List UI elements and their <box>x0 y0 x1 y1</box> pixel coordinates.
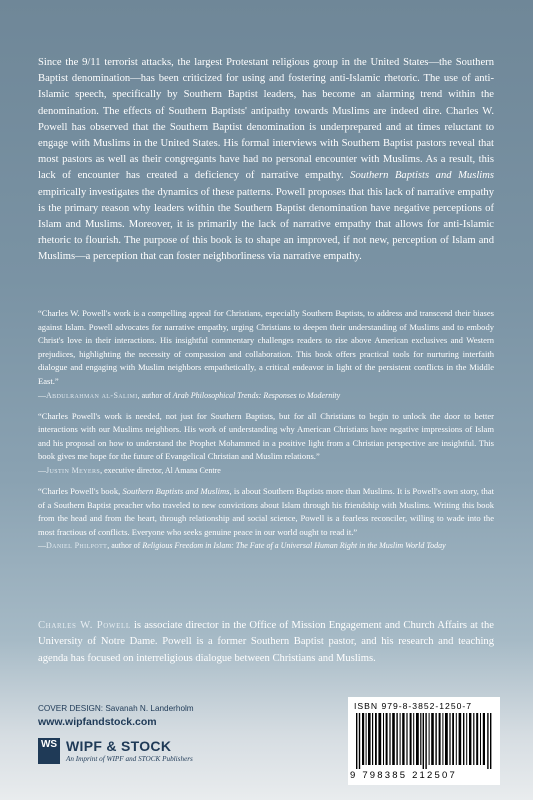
endorsement-text: “Charles W. Powell's work is a compelling appeal for Christians, especially Southern Baptists, to address and transcend their biases against Islam. Powell advocates for narrative empathy, urging Christians to deepen their understanding of Muslims and to embody Christ's love in their interactions. His insightful commentary challenges readers to rise above American exclusives and Western prejudices, highlighting the necessity of compassion and collaboration. This book offers practical tools for nurturing interfaith dialogue and engaging with Muslim neighbors empathetically, a critical endeavor in light of the persistent conflicts in the Middle East.” <box>38 308 494 386</box>
barcode-number: 9 798385 212507 <box>350 770 457 781</box>
publisher-tagline: An Imprint of WIPF and STOCK Publishers <box>66 755 193 763</box>
description-book-title: Southern Baptists and Muslims <box>350 170 494 182</box>
endorser-book-title: Arab Philosophical Trends: Responses to Modernity <box>172 390 341 400</box>
publisher-mark-icon: WS <box>38 738 60 764</box>
author-bio-text: is associate director in the Office of Mission Engagement and Church Affairs at the University of Notre Dame. Powell is a former Southern Baptist pastor, and his research and teaching agenda has focused on interreligious dialogue between Christians and Muslims. <box>38 620 494 664</box>
author-bio <box>38 618 494 667</box>
isbn-label: ISBN 979-8-3852-1250-7 <box>354 701 473 711</box>
publisher-logo <box>38 738 248 766</box>
endorser-name: Abdulrahman al-Salimi <box>46 390 138 400</box>
description-part-1: Since the 9/11 terrorist attacks, the largest Protestant religious group in the United States—the Southern Baptist denomination—has been criticized for using and fostering anti-Islamic rhetoric. The use of anti-Islamic speech, specifically by Southern Baptist leaders, has become an alarming trend within the denomination. The effects of Southern Baptists' antipathy towards Muslims are indeed dire. Charles W. Powell has observed that the Southern Baptist denomination is underprepared and at times reluctant to engage with Muslims in the United States. His formal interviews with Southern Baptist pastors reveal that most pastors as well as their congregants have had no personal encounter with Muslims. As a result, this lack of encounter has created a deficiency of narrative empathy. <box>38 57 494 182</box>
endorsements <box>38 307 494 552</box>
publisher-name: WIPF & STOCK <box>66 738 172 754</box>
endorsement-attribution: —Abdulrahman al-Salimi, author of Arab Philosophical Trends: Responses to Modernity <box>38 390 341 400</box>
barcode-bars-icon <box>354 713 494 769</box>
endorser-name: Daniel Philpott <box>46 541 108 551</box>
author-name: Charles W. Powell <box>38 620 131 631</box>
book-description <box>38 55 494 266</box>
publisher-url[interactable]: www.wipfandstock.com <box>38 716 157 728</box>
isbn-barcode <box>348 697 500 785</box>
endorsement-attribution: —Daniel Philpott, author of Religious Freedom in Islam: The Fate of a Universal Human Right in the Muslim World Today <box>38 541 446 551</box>
endorsement-meyers <box>38 410 494 477</box>
spacer <box>38 402 494 410</box>
spacer <box>38 477 494 485</box>
cover-design-credit: COVER DESIGN: Savanah N. Landerholm <box>38 704 194 713</box>
endorsement-book-title: Southern Baptists and Muslims <box>122 485 230 496</box>
endorsement-al-salimi <box>38 307 494 402</box>
endorser-name: Justin Meyers <box>46 465 101 475</box>
endorsement-philpott <box>38 485 494 552</box>
endorsement-text: “Charles Powell's book, Southern Baptists and Muslims, is about Southern Baptists more than Muslims. It is Powell's own story, that of a Southern Baptist preacher who traveled to new convictions about Islam through his friendship with Muslims. Writing this book from the head and from the heart, through relationship and social science, Powell is a fearless reconciler, willing to wade into the most fractious of conflicts. Everyone who seeks genuine peace in our world ought to read it.” <box>38 485 495 537</box>
endorsement-attribution: —Justin Meyers, executive director, Al Amana Centre <box>38 465 221 475</box>
description-part-2: empirically investigates the dynamics of these patterns. Powell proposes that this lack of narrative empathy is the primary reason why leaders within the Southern Baptist denomination have negative perceptions of Islam and Muslims. Moreover, it is primarily the lack of narrative empathy that allows for anti-Islamic rhetoric to flourish. The purpose of this book is to shape an improved, if not new, perception of Islam and Muslims—a perception that can foster neighborliness via narrative empathy. <box>38 186 494 263</box>
endorsement-text: “Charles Powell's work is needed, not just for Southern Baptists, but for all Christians to begin to unlock the door to better interactions with our Muslims neighbors. His work of understanding why American Christians have negative impressions of Islam and his proposal on how to understand the Prophet Mohammed in a positive light from a Christian perspective are insightful. This book gives me hope for the future of Evangelical Christian and Muslim relations.” <box>38 410 494 462</box>
endorser-book-title: Religious Freedom in Islam: The Fate of a Universal Human Right in the Muslim World Today <box>142 541 446 551</box>
